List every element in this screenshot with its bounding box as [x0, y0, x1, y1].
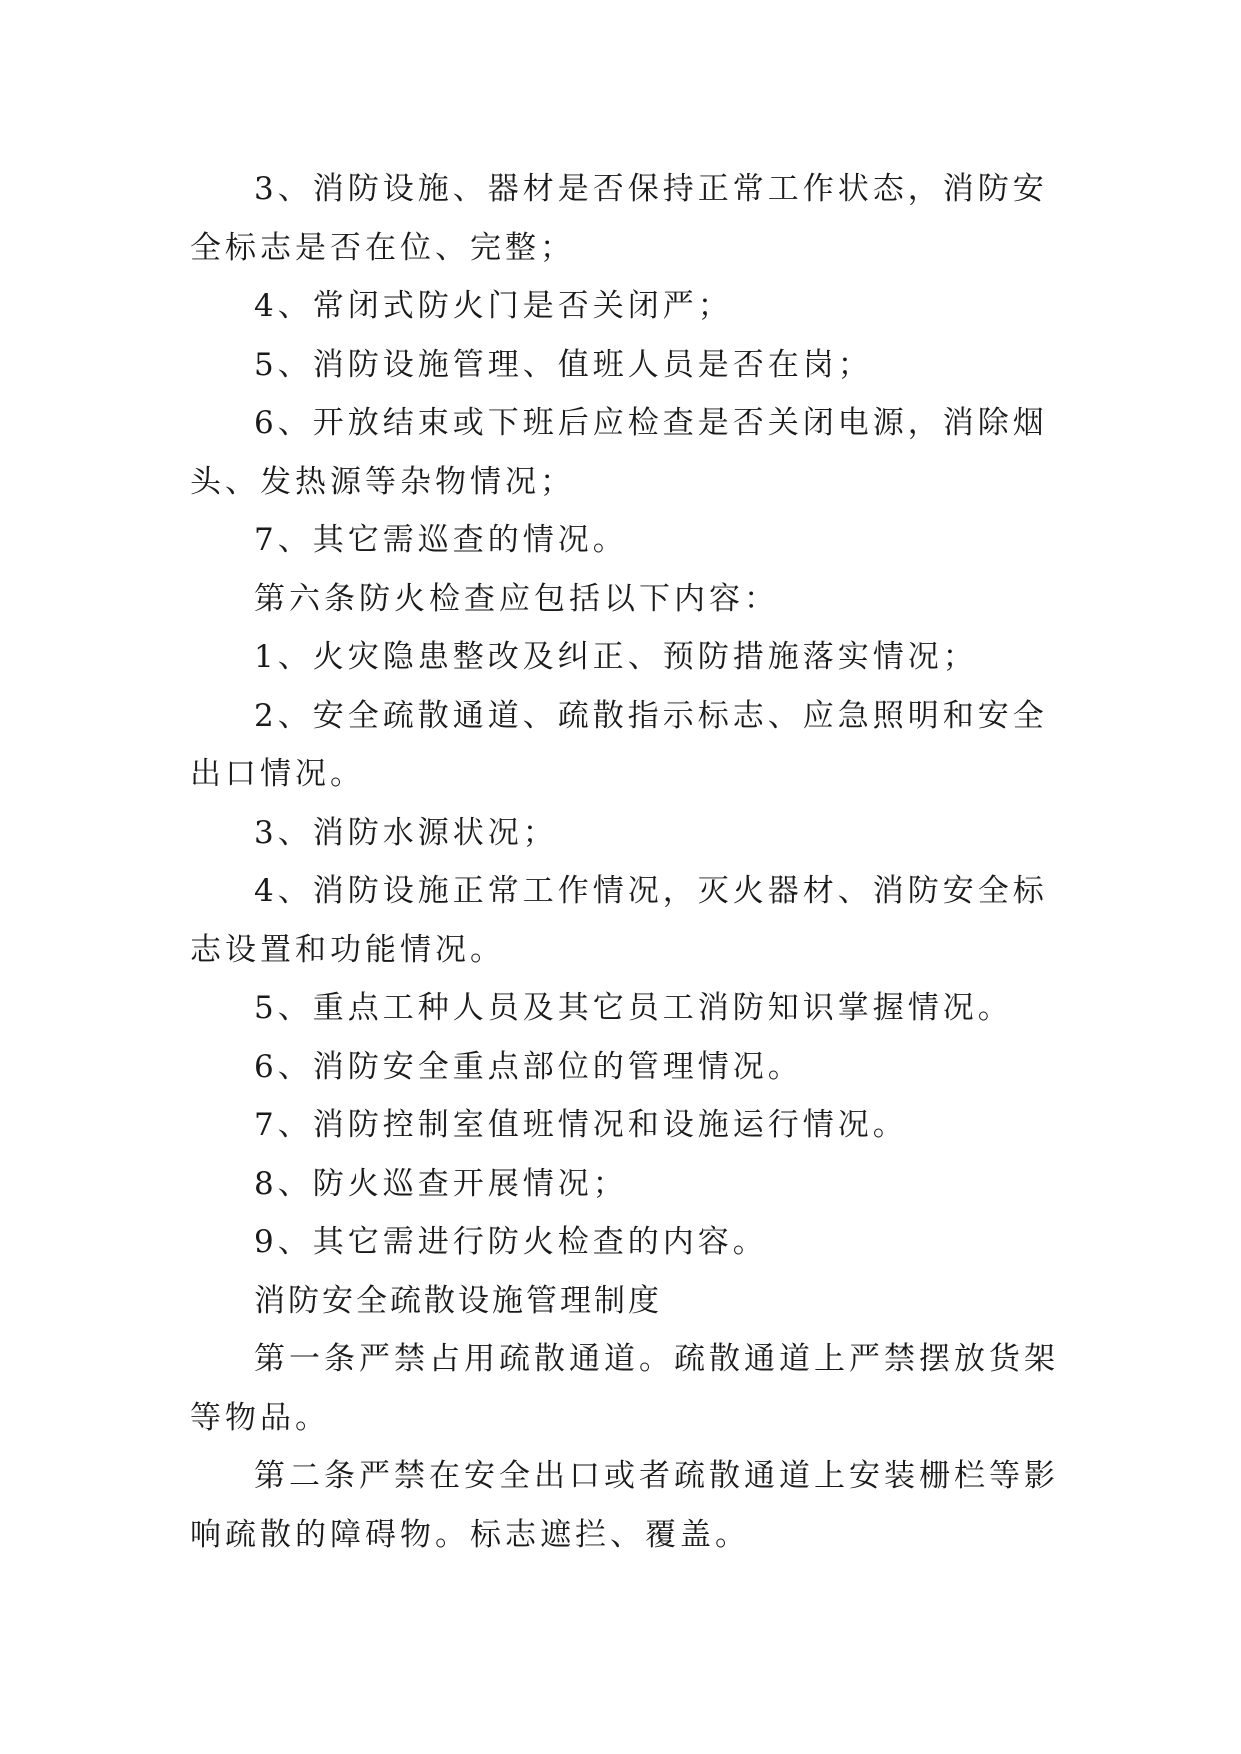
paragraph-check-1: 1、火灾隐患整改及纠正、预防措施落实情况； [254, 639, 978, 675]
paragraph-item-3-fire-equipment: 3、消防设施、器材是否保持正常工作状态，消防安全标志是否在位、完整； [190, 171, 1048, 266]
paragraph-item-6-power-off: 6、开放结束或下班后应检查是否关闭电源，消除烟头、发热源等杂物情况； [190, 405, 1048, 500]
paragraph-check-7: 7、消防控制室值班情况和设施运行情况。 [254, 1107, 908, 1143]
paragraph-article-2: 第二条严禁在安全出口或者疏散通道上安装栅栏等影响疏散的障碍物。标志遮拦、覆盖。 [190, 1458, 1059, 1553]
paragraph-item-5-duty-staff: 5、消防设施管理、值班人员是否在岗； [254, 346, 873, 383]
paragraph-item-7-other-patrol: 7、其它需巡查的情况。 [254, 522, 628, 558]
paragraph-article-6: 第六条防火检查应包括以下内容： [254, 580, 779, 617]
paragraph-check-5: 5、重点工种人员及其它员工消防知识掌握情况。 [254, 990, 1013, 1026]
paragraph-check-6: 6、消防安全重点部位的管理情况。 [254, 1048, 803, 1085]
paragraph-check-2: 2、安全疏散通道、疏散指示标志、应急照明和安全出口情况。 [190, 697, 1048, 792]
paragraph-item-4-fire-door: 4、常闭式防火门是否关闭严； [254, 288, 733, 324]
paragraph-check-9: 9、其它需进行防火检查的内容。 [254, 1224, 768, 1260]
paragraph-check-8: 8、防火巡查开展情况； [254, 1165, 628, 1202]
document-body [190, 160, 1070, 1564]
paragraph-check-3: 3、消防水源状况； [254, 814, 558, 851]
paragraph-check-4: 4、消防设施正常工作情况，灭火器材、消防安全标志设置和功能情况。 [190, 873, 1048, 968]
paragraph-article-1: 第一条严禁占用疏散通道。疏散通道上严禁摆放货架等物品。 [190, 1341, 1059, 1436]
section-title: 消防安全疏散设施管理制度 [254, 1282, 662, 1319]
